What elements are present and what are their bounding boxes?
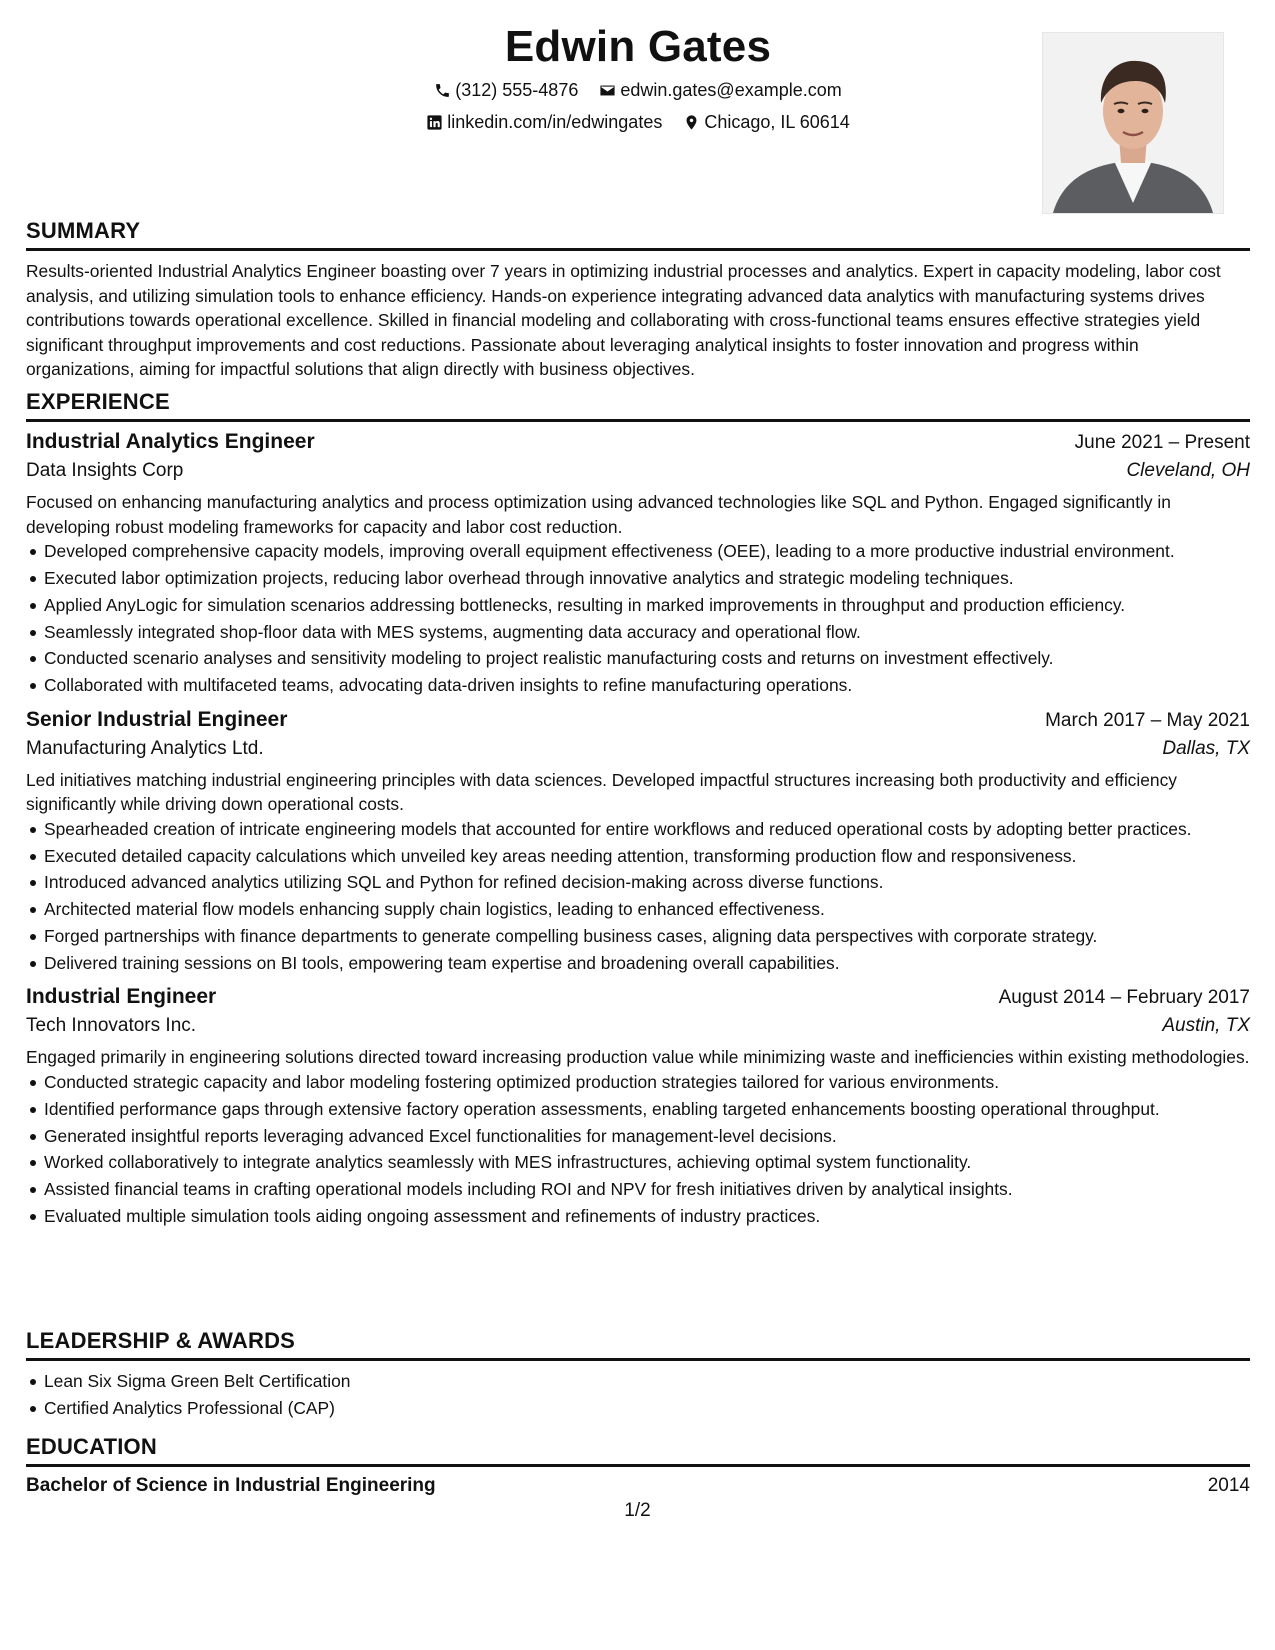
job-description: Led initiatives matching industrial engineering principles with data sciences. Developed impactful structures increasing both productivity and efficiency significantly while driving down operational costs. [26,769,1177,815]
list-item: Executed labor optimization projects, reducing labor overhead through innovative analytics and strategic modeling techniques. [44,566,1250,591]
candidate-name: Edwin Gates [504,22,772,71]
location-contact [683,112,849,133]
leadership-section [26,1328,1250,1423]
job-location: Cleveland, OH [1126,460,1250,481]
summary-heading: SUMMARY [26,218,1250,251]
list-item: Worked collaboratively to integrate analytics seamlessly with MES infrastructures, achieving optimal system functionality. [44,1150,1250,1175]
list-item: Forged partnerships with finance departments to generate compelling business cases, aligning data perspectives with corporate strategy. [44,924,1250,949]
education-heading: EDUCATION [26,1434,1250,1467]
list-item: Conducted scenario analyses and sensitivity modeling to project realistic manufacturing costs and returns on investment effectively. [44,646,1250,671]
job-title: Senior Industrial Engineer [26,707,288,731]
page-number: 1/2 [624,1500,651,1521]
linkedin-contact[interactable] [426,112,662,133]
leadership-heading: LEADERSHIP & AWARDS [26,1328,1250,1361]
job-dates: June 2021 – Present [1074,432,1250,453]
list-item: Executed detailed capacity calculations which unveiled key areas needing attention, transforming production flow and responsiveness. [44,844,1250,869]
phone-text: (312) 555-4876 [455,80,579,100]
resume-header [26,0,1250,218]
resume-page [26,0,1250,1496]
linkedin-text: linkedin.com/in/edwingates [447,112,663,132]
experience-heading: EXPERIENCE [26,389,1250,422]
job-dates: March 2017 – May 2021 [1045,709,1250,731]
job-company: Data Insights Corp [26,460,184,481]
job-dates: August 2014 – February 2017 [998,987,1250,1009]
list-item: Conducted strategic capacity and labor modeling fostering optimized production strategies tailored for various environments. [44,1070,1250,1095]
leadership-list [26,1369,1250,1420]
list-item: Spearheaded creation of intricate engineering models that accounted for entire workflows and reduced operational costs by adopting better practices. [44,817,1250,842]
list-item: Developed comprehensive capacity models, improving overall equipment effectiveness (OEE), leading to a more productive industrial environment. [44,539,1250,564]
list-item: Assisted financial teams in crafting operational models including ROI and NPV for fresh initiatives driven by analytical insights. [44,1177,1250,1202]
job-title: Industrial Engineer [26,985,217,1009]
experience-section [26,389,1250,1238]
list-item: Generated insightful reports leveraging advanced Excel functionalities for management-level decisions. [44,1124,1250,1149]
list-item: Delivered training sessions on BI tools, empowering team expertise and broadening overall capabilities. [44,951,1250,976]
education-section [26,1434,1250,1497]
education-degree: Bachelor of Science in Industrial Engineering [26,1475,436,1496]
list-item: Lean Six Sigma Green Belt Certification [44,1369,1250,1394]
phone-contact [434,80,578,101]
map-pin-icon [683,114,700,131]
summary-text: Results-oriented Industrial Analytics Engineer boasting over 7 years in optimizing industrial processes and analytics. Expert in capacity modeling, labor cost analysis, and utilizing simulation tools to enhance efficiency. Hands-on experience integrating advanced data analytics with manufacturing systems drives contributions towards operational excellence. Skilled in financial modeling and collaborating with cross-functional teams ensures effective strategies yield significant throughput improvements and cost reductions. Passionate about leveraging analytical insights to foster innovation and progress within organizations, aiming for impactful solutions that align directly with business objectives. [26,261,1221,380]
job-company: Tech Innovators Inc. [26,1015,197,1037]
education-year: 2014 [1207,1475,1250,1496]
job-location: Dallas, TX [1162,737,1250,759]
list-item: Collaborated with multifaceted teams, advocating data-driven insights to refine manufacturing operations. [44,673,1250,698]
list-item: Seamlessly integrated shop-floor data with MES systems, augmenting data accuracy and operational flow. [44,620,1250,645]
email-contact[interactable] [599,80,841,101]
summary-section [26,218,1250,382]
linkedin-icon [426,114,443,131]
list-item: Evaluated multiple simulation tools aiding ongoing assessment and refinements of industry practices. [44,1204,1250,1229]
job-location: Austin, TX [1162,1015,1250,1037]
list-item: Applied AnyLogic for simulation scenarios addressing bottlenecks, resulting in marked improvements in throughput and production efficiency. [44,593,1250,618]
job-entry [26,985,1250,1228]
location-text: Chicago, IL 60614 [704,112,850,132]
phone-icon [434,82,451,99]
list-item: Certified Analytics Professional (CAP) [44,1396,1250,1421]
job-description: Engaged primarily in engineering solutions directed toward increasing production value while minimizing waste and inefficiencies within existing methodologies. [26,1047,1250,1068]
portrait-illustration [1043,33,1223,213]
job-entry [26,708,1250,976]
job-bullets [26,1070,1250,1229]
list-item: Identified performance gaps through extensive factory operation assessments, enabling targeted enhancements boosting operational throughput. [44,1097,1250,1122]
job-bullets [26,817,1250,976]
envelope-icon [599,82,616,99]
job-entry [26,430,1250,698]
job-bullets [26,539,1250,698]
list-item: Architected material flow models enhancing supply chain logistics, leading to enhanced effectiveness. [44,897,1250,922]
job-company: Manufacturing Analytics Ltd. [26,737,264,759]
email-text: edwin.gates@example.com [620,80,842,100]
job-title: Industrial Analytics Engineer [26,430,315,453]
job-description: Focused on enhancing manufacturing analytics and process optimization using advanced technologies like SQL and Python. Engaged significantly in developing robust modeling frameworks for capacity and labor cost reduction. [26,492,1171,537]
list-item: Introduced advanced analytics utilizing SQL and Python for refined decision-making across diverse functions. [44,870,1250,895]
profile-photo [1042,32,1224,214]
